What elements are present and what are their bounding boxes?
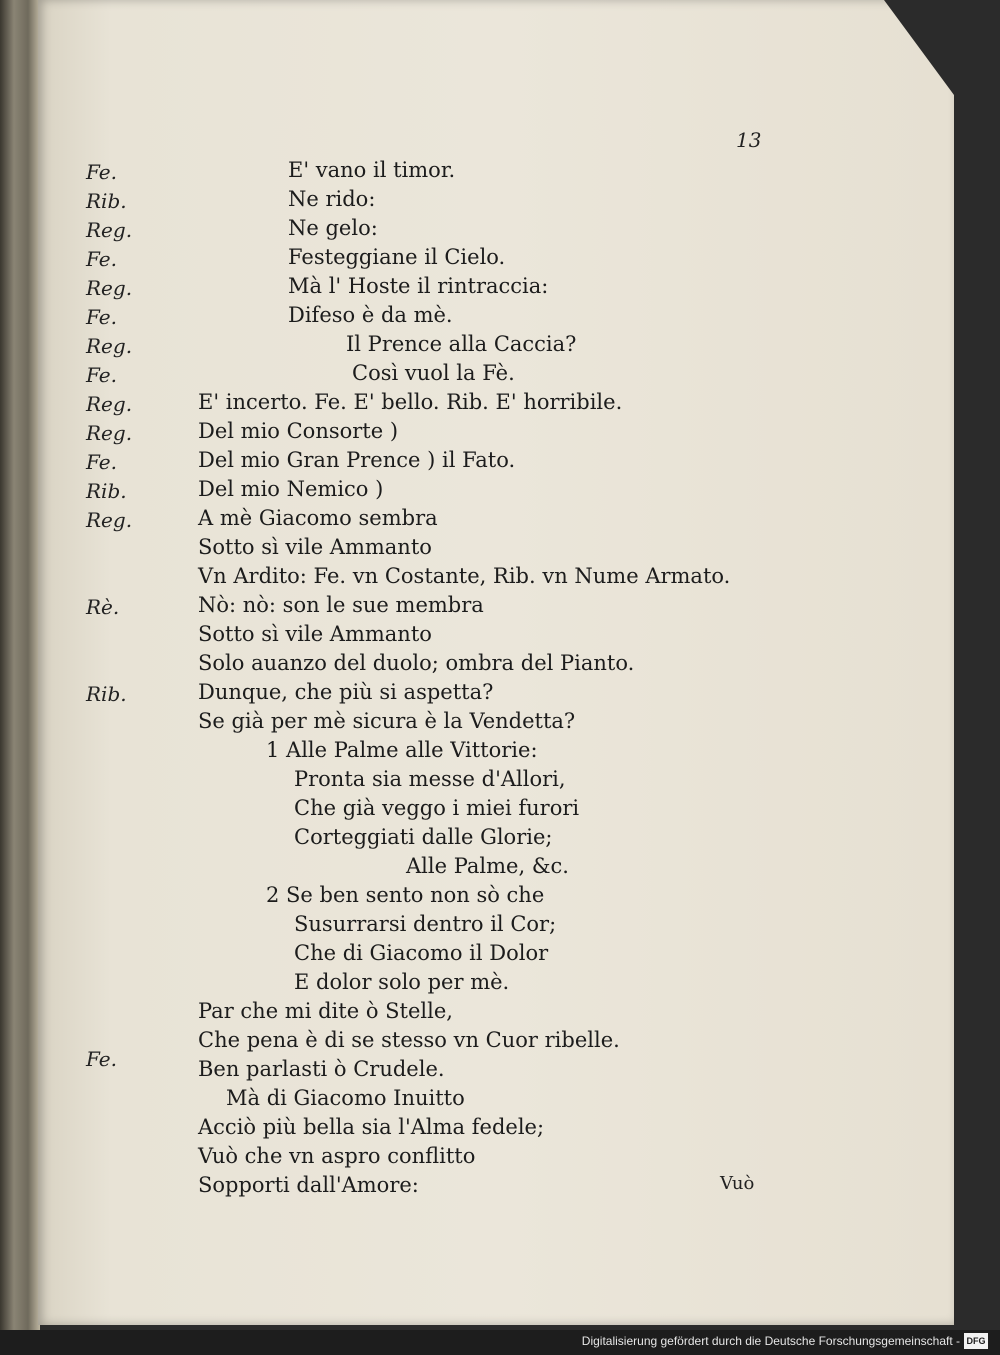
speaker-label: Reg. bbox=[86, 276, 133, 300]
digitization-footer bbox=[0, 1330, 1000, 1355]
speaker-label: Reg. bbox=[86, 421, 133, 445]
page-number: 13 bbox=[736, 128, 762, 152]
verse-line: Sopporti dall'Amore: bbox=[198, 1173, 419, 1197]
torn-corner bbox=[884, 0, 954, 95]
speaker-label: Reg. bbox=[86, 218, 133, 242]
verse-line: Ne gelo: bbox=[288, 216, 378, 240]
verse-line: Mà l' Hoste il rintraccia: bbox=[288, 274, 549, 298]
verse-line: Così vuol la Fè. bbox=[352, 361, 515, 385]
catchword: Vuò bbox=[720, 1173, 755, 1194]
verse-line: Del mio Nemico ) bbox=[198, 477, 384, 501]
speaker-label: Fe. bbox=[86, 247, 117, 271]
speaker-label: Reg. bbox=[86, 392, 133, 416]
dfg-logo: DFG bbox=[964, 1333, 988, 1349]
verse-line: Sotto sì vile Ammanto bbox=[198, 622, 432, 646]
verse-line: Ne rido: bbox=[288, 187, 376, 211]
verse-line: Par che mi dite ò Stelle, bbox=[198, 999, 453, 1023]
verse-line: E' vano il timor. bbox=[288, 158, 456, 182]
speaker-label: Rib. bbox=[86, 682, 127, 706]
verse-line: Che pena è di se stesso vn Cuor ribelle. bbox=[198, 1028, 620, 1052]
speaker-label: Fe. bbox=[86, 160, 117, 184]
speaker-label: Reg. bbox=[86, 334, 133, 358]
verse-line: Del mio Consorte ) bbox=[198, 419, 399, 443]
verse-line: Se già per mè sicura è la Vendetta? bbox=[198, 709, 576, 733]
verse-line: E dolor solo per mè. bbox=[294, 970, 510, 994]
verse-line: Che già veggo i miei furori bbox=[294, 796, 580, 820]
speaker-label: Rib. bbox=[86, 189, 127, 213]
speaker-label: Rè. bbox=[86, 595, 120, 619]
verse-line: Difeso è da mè. bbox=[288, 303, 453, 327]
verse-line: Dunque, che più si aspetta? bbox=[198, 680, 494, 704]
speaker-label: Fe. bbox=[86, 1047, 117, 1071]
verse-line: Solo auanzo del duolo; ombra del Pianto. bbox=[198, 651, 635, 675]
book-binding bbox=[0, 0, 40, 1330]
verse-line: 2 Se ben sento non sò che bbox=[266, 883, 545, 907]
verse-line: Susurrarsi dentro il Cor; bbox=[294, 912, 557, 936]
verse-line: Vn Ardito: Fe. vn Costante, Rib. vn Nume Armato. bbox=[198, 564, 731, 588]
verse-line: Vuò che vn aspro conflitto bbox=[198, 1144, 476, 1168]
verse-line: Il Prence alla Caccia? bbox=[346, 332, 577, 356]
verse-line: Del mio Gran Prence ) il Fato. bbox=[198, 448, 516, 472]
footer-text: Digitalisierung gefördert durch die Deutsche Forschungsgemeinschaft - bbox=[581, 1334, 960, 1348]
verse-line: Alle Palme, &c. bbox=[406, 854, 569, 878]
verse-line: Nò: nò: son le sue membra bbox=[198, 593, 484, 617]
speaker-label: Rib. bbox=[86, 479, 127, 503]
verse-line: Che di Giacomo il Dolor bbox=[294, 941, 549, 965]
speaker-label: Reg. bbox=[86, 508, 133, 532]
verse-line: Pronta sia messe d'Allori, bbox=[294, 767, 566, 791]
verse-line: Sotto sì vile Ammanto bbox=[198, 535, 432, 559]
verse-line: A mè Giacomo sembra bbox=[198, 506, 438, 530]
verse-line: Ben parlasti ò Crudele. bbox=[198, 1057, 445, 1081]
verse-line: Festeggiane il Cielo. bbox=[288, 245, 506, 269]
verse-line: E' incerto. Fe. E' bello. Rib. E' horribile. bbox=[198, 390, 623, 414]
verse-line: Acciò più bella sia l'Alma fedele; bbox=[198, 1115, 545, 1139]
verse-line: Mà di Giacomo Inuitto bbox=[226, 1086, 465, 1110]
speaker-label: Fe. bbox=[86, 363, 117, 387]
verse-line: 1 Alle Palme alle Vittorie: bbox=[266, 738, 538, 762]
verse-line: Corteggiati dalle Glorie; bbox=[294, 825, 553, 849]
speaker-label: Fe. bbox=[86, 450, 117, 474]
speaker-label: Fe. bbox=[86, 305, 117, 329]
